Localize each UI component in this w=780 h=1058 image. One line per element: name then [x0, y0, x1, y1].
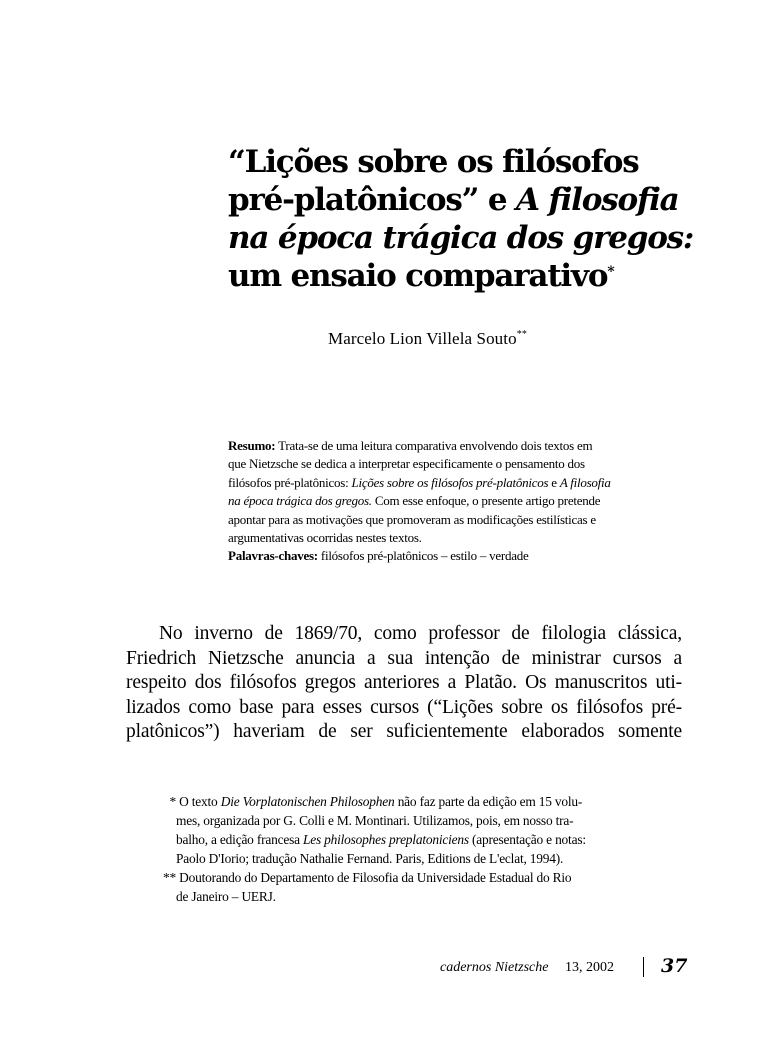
abstract-line-4: [228, 492, 684, 510]
keywords-text: filósofos pré-platônicos – estilo – verdade: [320, 548, 529, 564]
keywords-line: [228, 547, 684, 565]
author-text: Marcelo Lion Villela Souto: [328, 329, 517, 348]
footnote-text: (apresentação e notas:: [472, 832, 586, 847]
footnote-2-line-2: de Janeiro – UERJ.: [176, 889, 276, 904]
footnote-italic-title: Die Vorplatonischen Philosophen: [220, 794, 395, 809]
footer-issue-year: 13, 2002: [565, 960, 614, 975]
title-italic-text-2: na época trágica dos gregos:: [228, 220, 694, 256]
footnote-1-line-1: [160, 792, 686, 811]
footnote-1-mark: *: [169, 794, 176, 809]
footnote-text: balho, a edição francesa: [176, 832, 300, 847]
footnote-1-line-3: [160, 830, 686, 849]
title-line-2: [228, 181, 698, 219]
footnote-2-mark: **: [163, 870, 176, 885]
abstract-text: Trata-se de uma leitura comparativa envolvendo dois textos em: [278, 438, 593, 453]
footnote-1-line-4: Paolo D'Iorio; tradução Nathalie Fernand. Paris, Editions de L'eclat, 1994).: [176, 851, 564, 866]
title-subtitle: um ensaio comparativo: [228, 258, 608, 294]
footnote-text: não faz parte da edição em 15 volu-: [397, 794, 583, 809]
footnote-1-line-2: mes, organizada por G. Colli e M. Montinari. Utilizamos, pois, em nosso tra-: [176, 813, 574, 828]
abstract-line-6: argumentativas ocorridas nestes textos.: [228, 530, 422, 546]
abstract-italic-title: A filosofia: [559, 474, 611, 490]
title-italic-text: A filosofia: [516, 182, 679, 218]
title-line-1: “Lições sobre os filósofos: [228, 144, 639, 180]
body-line-3: respeito dos filósofos gregos anteriores a Platão. Os manuscritos uti-: [126, 672, 682, 694]
article-title: [228, 143, 698, 295]
footnote-italic-title: Les philosophes preplatoniciens: [302, 832, 469, 847]
abstract-text: filósofos pré-platônicos:: [228, 474, 349, 490]
abstract-label: Resumo:: [228, 438, 276, 453]
body-text: [126, 622, 682, 745]
abstract-text: e: [551, 474, 557, 490]
footer-journal-name: cadernos Nietzsche: [440, 960, 549, 975]
footnotes: [160, 792, 686, 906]
abstract: [228, 437, 684, 566]
footnote-2-line-1: [160, 868, 686, 887]
body-line-5: platônicos”) haveriam de ser suficientemente elaborados somente: [126, 721, 682, 743]
abstract-line-2: que Nietzsche se dedica a interpretar especificamente o pensamento dos: [228, 456, 585, 472]
author-footnote-mark: **: [516, 329, 527, 340]
body-line-2: Friedrich Nietzsche anuncia a sua intenção de ministrar cursos a: [126, 647, 682, 669]
abstract-line-1: [228, 437, 684, 455]
abstract-text: Com esse enfoque, o presente artigo pretende: [374, 493, 601, 509]
footnote-text: O texto: [179, 794, 218, 809]
abstract-line-3: [228, 474, 684, 492]
footer-separator: [643, 957, 644, 977]
page-number: 37: [661, 955, 688, 977]
title-line-3: [228, 219, 698, 257]
title-quoted-text: pré-platônicos”: [228, 182, 479, 218]
abstract-italic-title: na época trágica dos gregos.: [228, 493, 372, 509]
body-line-4: lizados como base para esses cursos (“Lições sobre os filósofos pré-: [126, 696, 682, 718]
keywords-label: Palavras-chaves:: [228, 548, 318, 564]
abstract-italic-title: Lições sobre os filósofos pré-platônicos: [351, 474, 549, 490]
title-line-4: [228, 257, 698, 295]
body-line-1: No inverno de 1869/70, como professor de filologia clássica,: [159, 623, 682, 644]
title-conjunction: e: [487, 182, 507, 218]
title-footnote-mark: *: [607, 264, 614, 280]
author-name: [328, 329, 527, 349]
footnote-text: Doutorando do Departamento de Filosofia da Universidade Estadual do Rio: [179, 870, 572, 885]
abstract-line-5: apontar para as motivações que promoveram as modificações estilísticas e: [228, 511, 596, 527]
